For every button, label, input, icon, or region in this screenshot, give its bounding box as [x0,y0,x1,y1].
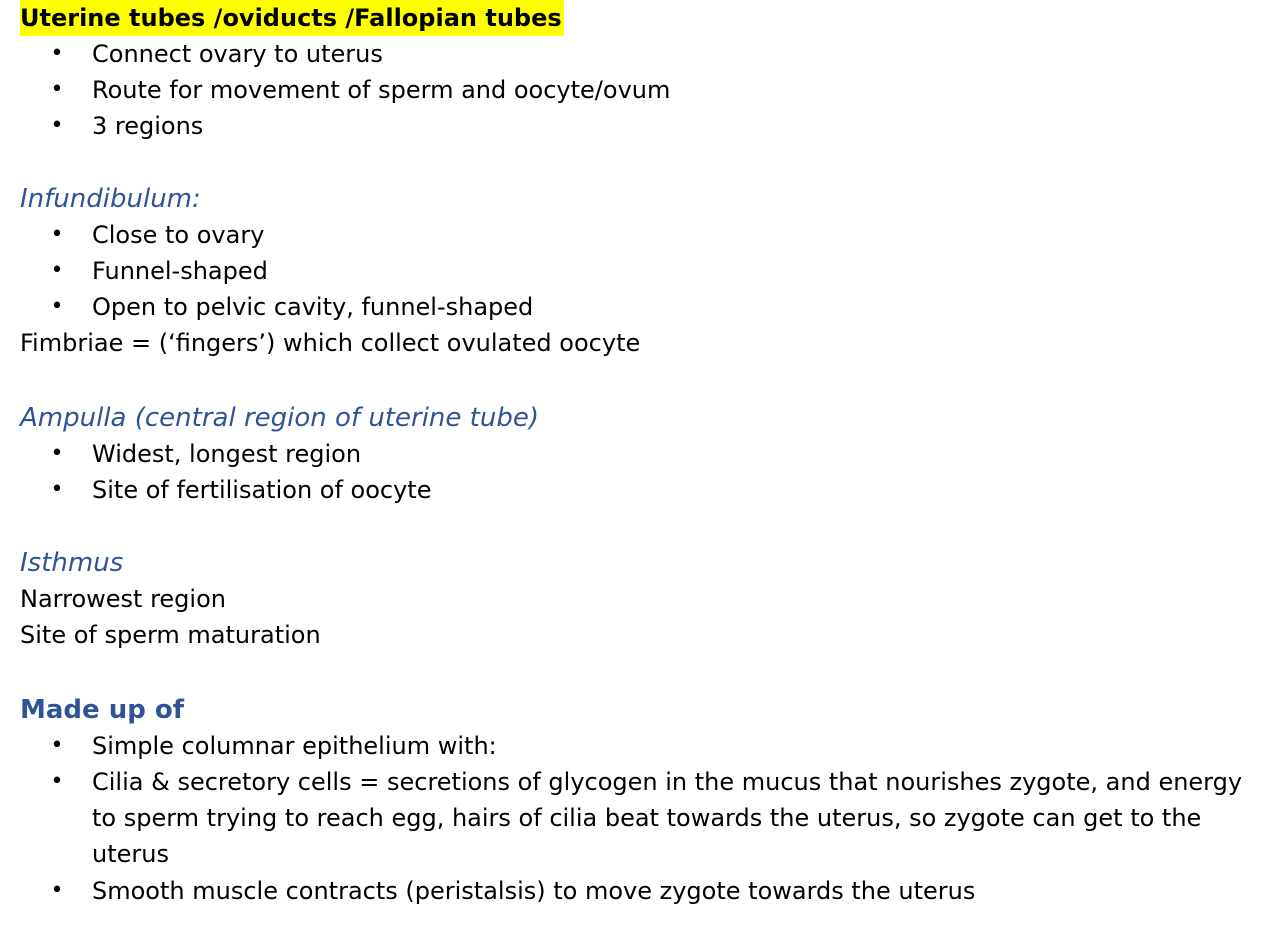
list-item-text: Funnel-shaped [92,257,268,285]
bullet-icon: • [50,41,64,66]
bullet-icon: • [50,878,64,903]
list-item-text: Cilia & secretory cells = secretions of glycogen in the mucus that nourishes zygote, and energy to sperm trying to reach egg, hairs of cilia beat towards the uterus, so zygote can get to the uterus [92,768,1243,868]
list-item-text: Open to pelvic cavity, funnel-shaped [92,293,534,321]
list-item-text: Widest, longest region [92,440,362,468]
section-heading-made-up-of: Made up of [20,695,185,725]
isthmus-line: Narrowest region [20,585,226,613]
list-item-text: Route for movement of sperm and oocyte/ovum [92,76,671,104]
bullet-icon: • [50,258,64,283]
list-item-text: Close to ovary [92,221,265,249]
list-item-text: Connect ovary to uterus [92,40,383,68]
list-item-text: Simple columnar epithelium with: [92,732,497,760]
bullet-icon: • [50,477,64,502]
section-heading-isthmus: Isthmus [20,548,124,578]
section-heading-ampulla: Ampulla (central region of uterine tube) [20,403,539,433]
fimbriae-note: Fimbriae = (‘fingers’) which collect ovulated oocyte [20,329,641,357]
section-heading-infundibulum: Infundibulum: [20,184,201,214]
bullet-icon: • [50,441,64,466]
bullet-icon: • [50,222,64,247]
isthmus-line: Site of sperm maturation [20,621,321,649]
list-item-text: 3 regions [92,112,204,140]
list-item-text: Smooth muscle contracts (peristalsis) to move zygote towards the uterus [92,877,976,905]
bullet-icon: • [50,769,64,794]
bullet-icon: • [50,113,64,138]
bullet-icon: • [50,77,64,102]
list-item-text: Site of fertilisation of oocyte [92,476,432,504]
page-title: Uterine tubes /oviducts /Fallopian tubes [20,0,564,36]
bullet-icon: • [50,294,64,319]
bullet-icon: • [50,733,64,758]
